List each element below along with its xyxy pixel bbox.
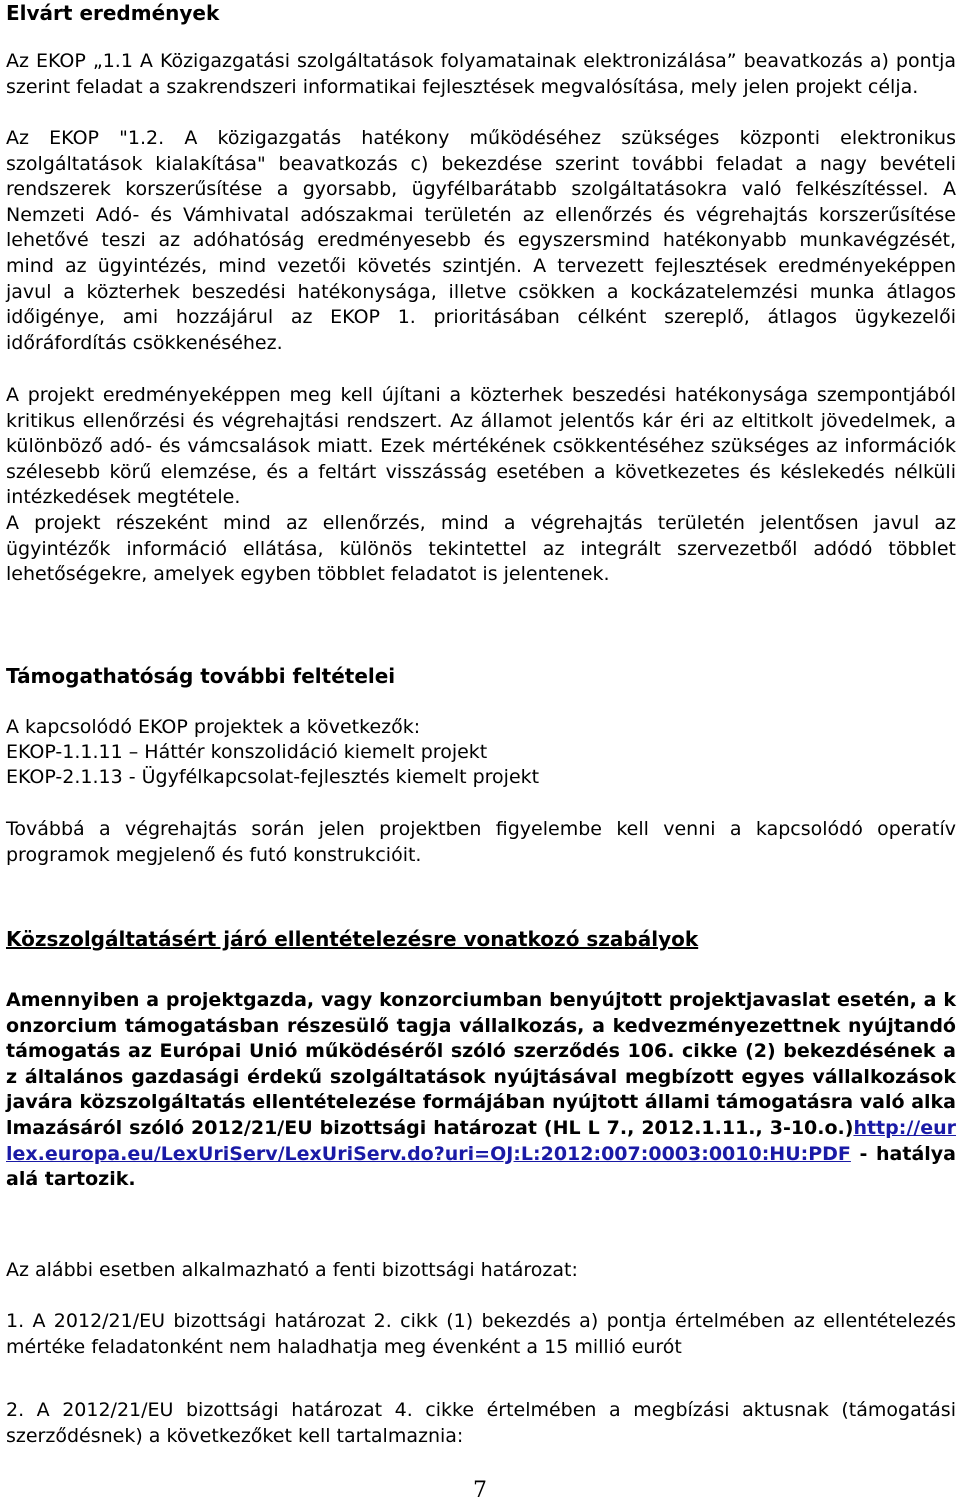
- eligibility-heading: Támogathatóság további feltételei: [6, 664, 396, 688]
- expected-results-paragraph-2: Az EKOP "1.2. A közigazgatás hatékony működéséhez szükséges központi elektronikus szolgáltatások kialakítása" beavatkozás c) bekezdése szerint további feladat a nagy bevételi rendszerek korszerűsítése a gyorsabb, ügyfélbarátabb szolgáltatásokra való felkészítéssel. A Nemzeti Adó- és Vámhivatal adószakmai területén az ellenőrzés és végrehajtás korszerűsítése lehetővé teszi az adóhatóság eredményesebb és egyszersmind hatékonyabb munkavégzését, mind az ügyintézés, mind vezetői követés szintjén. A tervezett fejlesztések eredményeképpen javul a közterhek beszedési hatékonysága, illetve csökken a kockázatelemzési munka átlagos időigénye, ami hozzájárul az EKOP 1. prioritásában célként szereplő, átlagos ügykezelői időráfordítás csökkenéséhez.: [6, 127, 956, 354]
- public-service-rule-paragraph: [6, 988, 956, 1193]
- condition-item-2: 2. A 2012/21/EU bizottsági határozat 4. cikke értelmében a megbízási aktusnak (támogatási szerződésnek) a következőket kell tartalmaznia:: [6, 1399, 956, 1447]
- expected-results-paragraph-4: A projekt részeként mind az ellenőrzés, mind a végrehajtás területén jelentősen javul az ügyintézők információ ellátása, különös tekintettel az integrált szervezetből adódó többlet lehetőségekre, amelyek egyben többlet feladatot is jelentenek.: [6, 512, 956, 586]
- expected-results-paragraph-3: A projekt eredményeképpen meg kell újítani a közterhek beszedési hatékonysága szempontjából kritikus ellenőrzési és végrehajtási rendszert. Az államot jelentős kár éri az eltitkolt jövedelmek, a különböző adó- és vámcsalások miatt. Ezek mértékének csökkentéséhez szükséges az információk szélesebb körű elemzése, és a feltárt visszásság esetében a következetes és késlekedés nélküli intézkedések megtétele.: [6, 384, 956, 509]
- applies-intro: Az alábbi esetben alkalmazható a fenti bizottsági határozat:: [6, 1259, 578, 1281]
- eligibility-intro: A kapcsolódó EKOP projektek a következők:: [6, 716, 421, 738]
- public-service-heading: Közszolgáltatásért járó ellentételezésre vonatkozó szabályok: [6, 927, 699, 951]
- public-service-rule-text: Amennyiben a projektgazda, vagy konzorciumban benyújtott projektjavaslat esetén, a konzorcium támogatásban részesülő tagja vállalkozás, a kedvezményezettnek nyújtandó támogatás az Európai Unió működéséről szóló szerződés 106. cikke (2) bekezdésének az általános gazdasági érdekű szolgáltatások nyújtásával megbízott egyes vállalkozások javára közszolgáltatás ellentételezése formájában nyújtott állami támogatásra való alkalmazásáról szóló 2012/21/EU bizottsági határozat (HL L 7., 2012.1.11., 3-10.o.): [6, 989, 956, 1139]
- expected-results-heading: Elvárt eredmények: [6, 1, 220, 25]
- expected-results-paragraph-1: Az EKOP „1.1 A Közigazgatási szolgáltatások folyamatainak elektronizálása” beavatkozás a) pontja szerint feladat a szakrendszeri informatikai fejlesztések megvalósítása, mely jelen projekt célja.: [6, 50, 956, 98]
- eligibility-note: Továbbá a végrehajtás során jelen projektben figyelembe kell venni a kapcsolódó operatív programok megjelenő és futó konstrukcióit.: [6, 818, 956, 866]
- related-project-2: EKOP-2.1.13 - Ügyfélkapcsolat-fejlesztés kiemelt projekt: [6, 766, 540, 788]
- page-number: 7: [473, 1478, 487, 1503]
- related-project-1: EKOP-1.1.11 – Háttér konszolidáció kiemelt projekt: [6, 741, 488, 763]
- condition-item-1: 1. A 2012/21/EU bizottsági határozat 2. cikk (1) bekezdés a) pontja értelmében az ellentételezés mértéke feladatonként nem haladhatja meg évenként a 15 millió eurót: [6, 1310, 956, 1358]
- eurlex-link[interactable]: http://eurlex.europa.eu/LexUriServ/LexUriServ.do?uri=OJ:L:2012:007:0003:0010:HU:PDF: [6, 1116, 956, 1165]
- public-service-rule-suffix: - hatálya alá tartozik.: [6, 1142, 956, 1191]
